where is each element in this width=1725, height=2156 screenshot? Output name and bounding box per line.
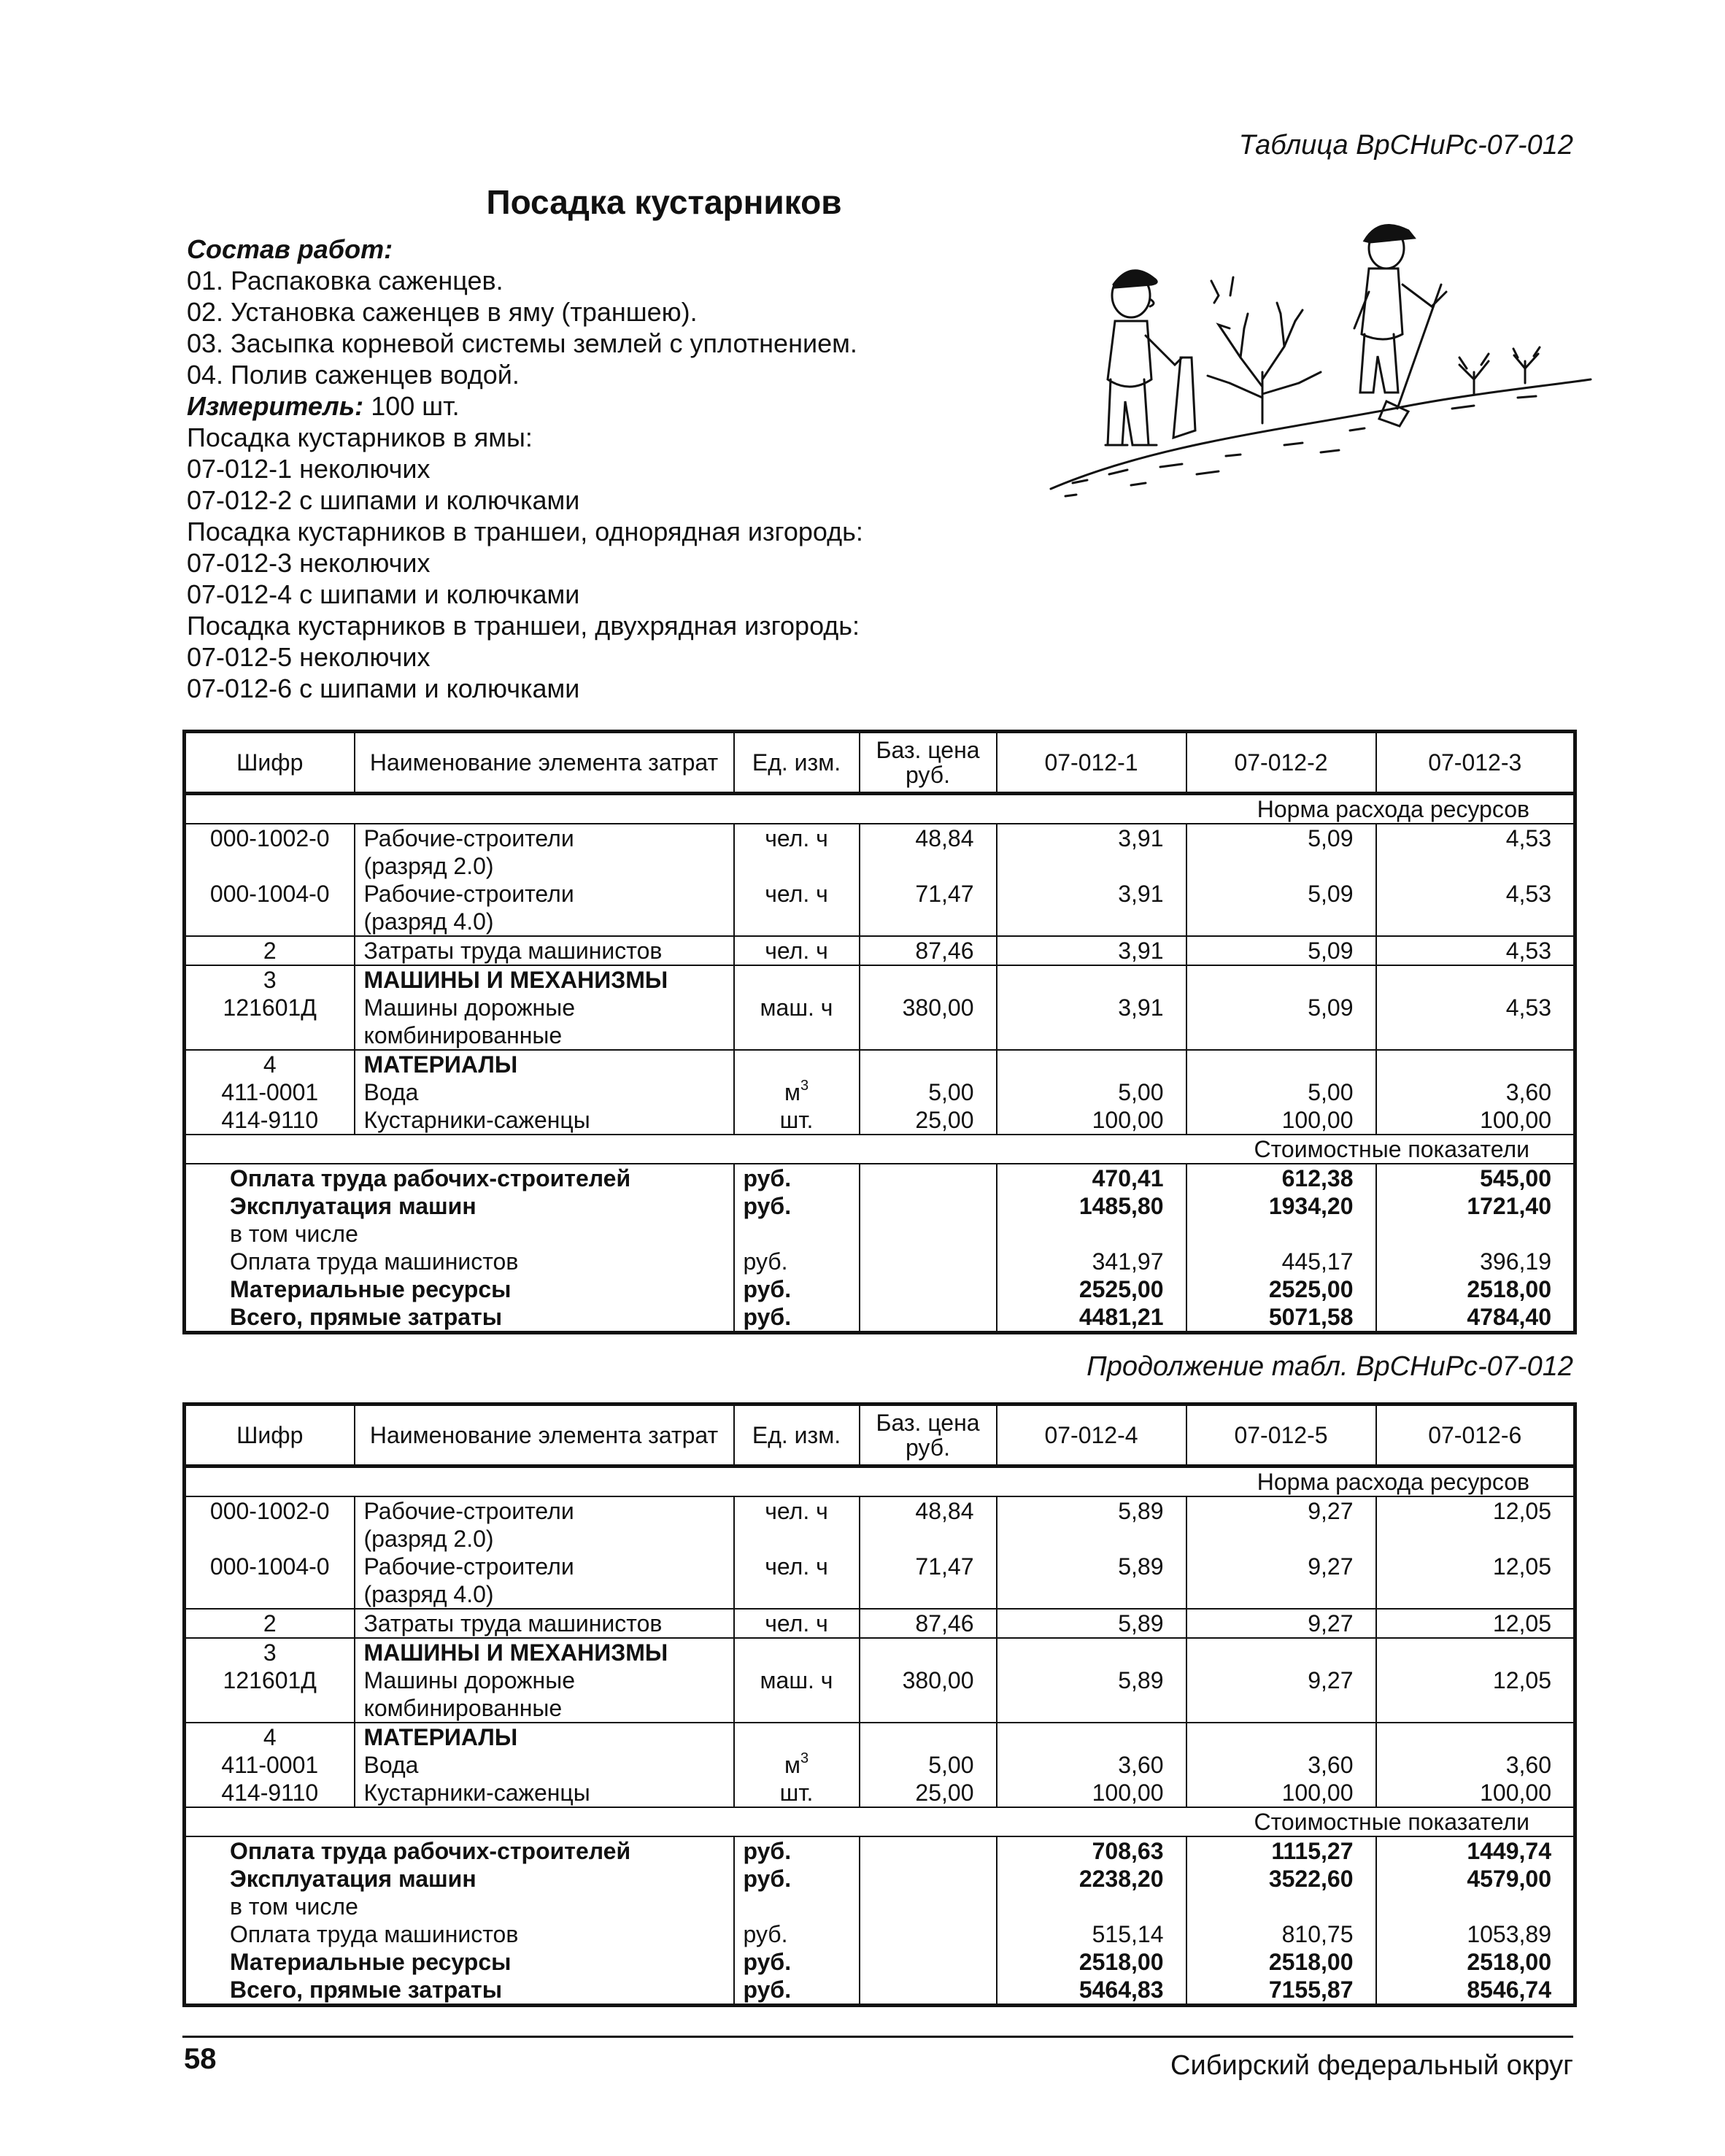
cost-value: 1934,20 [1186, 1192, 1376, 1220]
row-unit: чел. ч [734, 880, 860, 936]
row-value: 100,00 [997, 1779, 1186, 1807]
col-header-rate-code: 07-012-3 [1376, 732, 1575, 794]
work-description [187, 233, 863, 704]
row-value: 9,27 [1186, 1553, 1376, 1609]
row-unit: маш. ч [734, 994, 860, 1050]
measure-line [187, 390, 863, 422]
row-name: Затраты труда машинистов [355, 1609, 734, 1638]
cost-value: 470,41 [997, 1164, 1186, 1192]
row-name: Рабочие-строители (разряд 2.0) [355, 824, 734, 880]
row-price: 5,00 [860, 1078, 997, 1106]
row-value: 4,53 [1376, 824, 1575, 880]
row-value: 5,89 [997, 1666, 1186, 1723]
work-step: 04. Полив саженцев водой. [187, 360, 520, 390]
row-value: 12,05 [1376, 1496, 1575, 1553]
row-code: 000-1002-0 [185, 1496, 355, 1553]
cost-value: 2518,00 [1376, 1275, 1575, 1303]
cost-unit: руб. [734, 1192, 860, 1220]
cost-name: в том числе [185, 1220, 734, 1248]
cost-unit: руб. [734, 1836, 860, 1865]
table-row [185, 1050, 1575, 1078]
row-value: 4,53 [1376, 880, 1575, 936]
col-header-rate-code: 07-012-5 [1186, 1405, 1376, 1467]
table-row [185, 1638, 1575, 1666]
cost-value: 341,97 [997, 1248, 1186, 1275]
row-value: 100,00 [1376, 1779, 1575, 1807]
cost-row [185, 1164, 1575, 1192]
cost-row [185, 1220, 1575, 1248]
work-step: 01. Распаковка саженцев. [187, 266, 503, 295]
table-row [185, 1751, 1575, 1779]
row-name: Кустарники-саженцы [355, 1779, 734, 1807]
cost-unit: руб. [734, 1865, 860, 1893]
row-name: Машины дорожные комбинированные [355, 994, 734, 1050]
cost-name: Оплата труда машинистов [185, 1920, 734, 1948]
cost-row [185, 1248, 1575, 1275]
cost-value: 4579,00 [1376, 1865, 1575, 1893]
row-name: Машины дорожные комбинированные [355, 1666, 734, 1723]
work-step: 03. Засыпка корневой системы землей с уплотнением. [187, 328, 857, 358]
cost-value: 2525,00 [1186, 1275, 1376, 1303]
cost-value: 1053,89 [1376, 1920, 1575, 1948]
cost-value: 2518,00 [1186, 1948, 1376, 1976]
resource-table-2 [182, 1402, 1577, 2007]
resource-table-1 [182, 730, 1577, 1334]
row-group-name: МАШИНЫ И МЕХАНИЗМЫ [355, 1638, 734, 1666]
row-code: 411-0001 [185, 1751, 355, 1779]
cost-name: Всего, прямые затраты [185, 1303, 734, 1333]
cost-value: 4784,40 [1376, 1303, 1575, 1333]
cost-row [185, 1192, 1575, 1220]
row-value: 5,09 [1186, 994, 1376, 1050]
cost-row [185, 1920, 1575, 1948]
row-value: 3,91 [997, 994, 1186, 1050]
cost-unit: руб. [734, 1275, 860, 1303]
section-cost-label: Стоимостные показатели [185, 1807, 1575, 1836]
col-header-code: Шифр [185, 732, 355, 794]
col-header-code: Шифр [185, 1405, 355, 1467]
intro-line: 07-012-1 неколючих [187, 454, 431, 484]
cost-value: 1485,80 [997, 1192, 1186, 1220]
row-code: 411-0001 [185, 1078, 355, 1106]
cost-value: 7155,87 [1186, 1976, 1376, 2006]
row-value: 12,05 [1376, 1553, 1575, 1609]
row-name: Рабочие-строители (разряд 4.0) [355, 1553, 734, 1609]
intro-line: Посадка кустарников в траншеи, двухрядная изгородь: [187, 611, 860, 641]
cost-name: Материальные ресурсы [185, 1948, 734, 1976]
row-code: 121601Д [185, 1666, 355, 1723]
table-row [185, 1553, 1575, 1609]
cost-value: 5071,58 [1186, 1303, 1376, 1333]
row-code: 2 [185, 936, 355, 965]
row-group-name: МАШИНЫ И МЕХАНИЗМЫ [355, 965, 734, 994]
row-value: 4,53 [1376, 994, 1575, 1050]
col-header-name: Наименование элемента затрат [355, 732, 734, 794]
intro-line: Посадка кустарников в ямы: [187, 422, 533, 452]
table-row [185, 824, 1575, 880]
row-name: Вода [355, 1078, 734, 1106]
intro-line: Посадка кустарников в траншеи, однорядная изгородь: [187, 517, 863, 546]
cost-value: 545,00 [1376, 1164, 1575, 1192]
section-norm-label: Норма расхода ресурсов [185, 794, 1575, 824]
col-header-rate-code: 07-012-4 [997, 1405, 1186, 1467]
intro-line: 07-012-3 неколючих [187, 548, 431, 578]
table-row [185, 1496, 1575, 1553]
row-unit: чел. ч [734, 1496, 860, 1553]
cost-value: 2238,20 [997, 1865, 1186, 1893]
cost-value: 8546,74 [1376, 1976, 1575, 2006]
cost-name: Материальные ресурсы [185, 1275, 734, 1303]
row-price: 87,46 [860, 1609, 997, 1638]
row-unit: чел. ч [734, 1609, 860, 1638]
work-step: 02. Установка саженцев в яму (траншею). [187, 297, 698, 327]
table-row [185, 880, 1575, 936]
row-value: 3,60 [1376, 1751, 1575, 1779]
footer-divider [182, 2036, 1573, 2038]
cost-value: 3522,60 [1186, 1865, 1376, 1893]
row-value: 5,89 [997, 1553, 1186, 1609]
row-value: 3,60 [997, 1751, 1186, 1779]
cost-name: Эксплуатация машин [185, 1865, 734, 1893]
intro-line: 07-012-6 с шипами и колючками [187, 673, 580, 703]
cost-value: 515,14 [997, 1920, 1186, 1948]
cost-value: 445,17 [1186, 1248, 1376, 1275]
col-header-rate-code: 07-012-6 [1376, 1405, 1575, 1467]
cost-name: Эксплуатация машин [185, 1192, 734, 1220]
row-price: 380,00 [860, 1666, 997, 1723]
row-price: 71,47 [860, 880, 997, 936]
row-value: 5,89 [997, 1496, 1186, 1553]
col-header-price: Баз. цена руб. [860, 1405, 997, 1467]
row-code: 2 [185, 1609, 355, 1638]
cost-value: 810,75 [1186, 1920, 1376, 1948]
row-name: Затраты труда машинистов [355, 936, 734, 965]
col-header-unit: Ед. изм. [734, 732, 860, 794]
row-price: 48,84 [860, 824, 997, 880]
section-norm-label: Норма расхода ресурсов [185, 1467, 1575, 1497]
row-unit: чел. ч [734, 1553, 860, 1609]
row-value: 12,05 [1376, 1666, 1575, 1723]
row-unit: шт. [734, 1779, 860, 1807]
cost-row [185, 1865, 1575, 1893]
table-row [185, 1609, 1575, 1638]
row-name: Кустарники-саженцы [355, 1106, 734, 1135]
row-group-name: МАТЕРИАЛЫ [355, 1723, 734, 1751]
cost-name: Оплата труда рабочих-строителей [185, 1836, 734, 1865]
row-value: 3,91 [997, 936, 1186, 965]
row-value: 3,60 [1376, 1078, 1575, 1106]
cost-unit: руб. [734, 1948, 860, 1976]
cost-row [185, 1976, 1575, 2006]
row-value: 12,05 [1376, 1609, 1575, 1638]
cost-unit: руб. [734, 1303, 860, 1333]
row-code: 414-9110 [185, 1779, 355, 1807]
row-value: 3,91 [997, 824, 1186, 880]
row-group-name: МАТЕРИАЛЫ [355, 1050, 734, 1078]
cost-value: 612,38 [1186, 1164, 1376, 1192]
row-value: 5,00 [997, 1078, 1186, 1106]
cost-value: 1449,74 [1376, 1836, 1575, 1865]
cost-value: 1721,40 [1376, 1192, 1575, 1220]
cost-value: 2518,00 [997, 1948, 1186, 1976]
table-row [185, 965, 1575, 994]
cost-value: 2518,00 [1376, 1948, 1575, 1976]
table-identifier: Таблица ВрСНиРс-07-012 [1238, 130, 1573, 161]
col-header-rate-code: 07-012-1 [997, 732, 1186, 794]
continuation-caption: Продолжение табл. ВрСНиРс-07-012 [1087, 1351, 1573, 1382]
row-value: 5,89 [997, 1609, 1186, 1638]
row-code: 414-9110 [185, 1106, 355, 1135]
table-row [185, 1779, 1575, 1807]
row-value: 5,00 [1186, 1078, 1376, 1106]
row-price: 25,00 [860, 1779, 997, 1807]
cost-unit: руб. [734, 1164, 860, 1192]
row-name: Вода [355, 1751, 734, 1779]
footer-region: Сибирский федеральный округ [1170, 2050, 1573, 2081]
row-unit: чел. ч [734, 824, 860, 880]
row-value: 9,27 [1186, 1609, 1376, 1638]
table-row [185, 1078, 1575, 1106]
col-header-price: Баз. цена руб. [860, 732, 997, 794]
row-unit: шт. [734, 1106, 860, 1135]
row-code: 4 [185, 1723, 355, 1751]
row-value: 4,53 [1376, 936, 1575, 965]
row-code: 3 [185, 965, 355, 994]
cost-value: 396,19 [1376, 1248, 1575, 1275]
cost-unit: руб. [734, 1976, 860, 2006]
row-price: 25,00 [860, 1106, 997, 1135]
cost-value: 1115,27 [1186, 1836, 1376, 1865]
cost-row [185, 1948, 1575, 1976]
table-row [185, 994, 1575, 1050]
row-value: 5,09 [1186, 880, 1376, 936]
row-price: 5,00 [860, 1751, 997, 1779]
cost-row [185, 1303, 1575, 1333]
cost-name: в том числе [185, 1893, 734, 1920]
work-composition-label: Состав работ: [187, 234, 393, 264]
measure-label: Измеритель: [187, 391, 364, 421]
row-value: 3,91 [997, 880, 1186, 936]
col-header-unit: Ед. изм. [734, 1405, 860, 1467]
cost-value: 708,63 [997, 1836, 1186, 1865]
row-unit: маш. ч [734, 1666, 860, 1723]
cost-unit: руб. [734, 1920, 860, 1948]
row-price: 71,47 [860, 1553, 997, 1609]
row-value: 5,09 [1186, 824, 1376, 880]
row-code: 000-1004-0 [185, 880, 355, 936]
row-value: 3,60 [1186, 1751, 1376, 1779]
row-value: 9,27 [1186, 1496, 1376, 1553]
row-price: 380,00 [860, 994, 997, 1050]
row-unit: $м^3$ [734, 1078, 860, 1106]
cost-value: 2525,00 [997, 1275, 1186, 1303]
gardeners-illustration [1043, 212, 1598, 503]
cost-row [185, 1836, 1575, 1865]
row-value: 100,00 [1376, 1106, 1575, 1135]
row-unit: $м^3$ [734, 1751, 860, 1779]
cost-name: Оплата труда рабочих-строителей [185, 1164, 734, 1192]
table-row [185, 936, 1575, 965]
col-header-name: Наименование элемента затрат [355, 1405, 734, 1467]
row-code: 121601Д [185, 994, 355, 1050]
row-value: 100,00 [997, 1106, 1186, 1135]
cost-unit: руб. [734, 1248, 860, 1275]
table-row [185, 1106, 1575, 1135]
row-value: 9,27 [1186, 1666, 1376, 1723]
row-value: 5,09 [1186, 936, 1376, 965]
row-price: 87,46 [860, 936, 997, 965]
row-code: 4 [185, 1050, 355, 1078]
intro-line: 07-012-5 неколючих [187, 642, 431, 672]
cost-row [185, 1893, 1575, 1920]
table-row [185, 1666, 1575, 1723]
measure-value: 100 шт. [363, 391, 460, 421]
table-row [185, 1723, 1575, 1751]
cost-row [185, 1275, 1575, 1303]
section-cost-label: Стоимостные показатели [185, 1135, 1575, 1164]
page-number: 58 [184, 2043, 217, 2075]
row-price: 48,84 [860, 1496, 997, 1553]
row-value: 100,00 [1186, 1106, 1376, 1135]
intro-line: 07-012-4 с шипами и колючками [187, 579, 580, 609]
cost-value: 5464,83 [997, 1976, 1186, 2006]
cost-name: Всего, прямые затраты [185, 1976, 734, 2006]
row-unit: чел. ч [734, 936, 860, 965]
row-code: 3 [185, 1638, 355, 1666]
cost-value: 4481,21 [997, 1303, 1186, 1333]
intro-line: 07-012-2 с шипами и колючками [187, 485, 580, 515]
row-code: 000-1002-0 [185, 824, 355, 880]
row-name: Рабочие-строители (разряд 2.0) [355, 1496, 734, 1553]
col-header-rate-code: 07-012-2 [1186, 732, 1376, 794]
row-value: 100,00 [1186, 1779, 1376, 1807]
row-name: Рабочие-строители (разряд 4.0) [355, 880, 734, 936]
row-code: 000-1004-0 [185, 1553, 355, 1609]
page-title: Посадка кустарников [486, 183, 842, 221]
cost-name: Оплата труда машинистов [185, 1248, 734, 1275]
